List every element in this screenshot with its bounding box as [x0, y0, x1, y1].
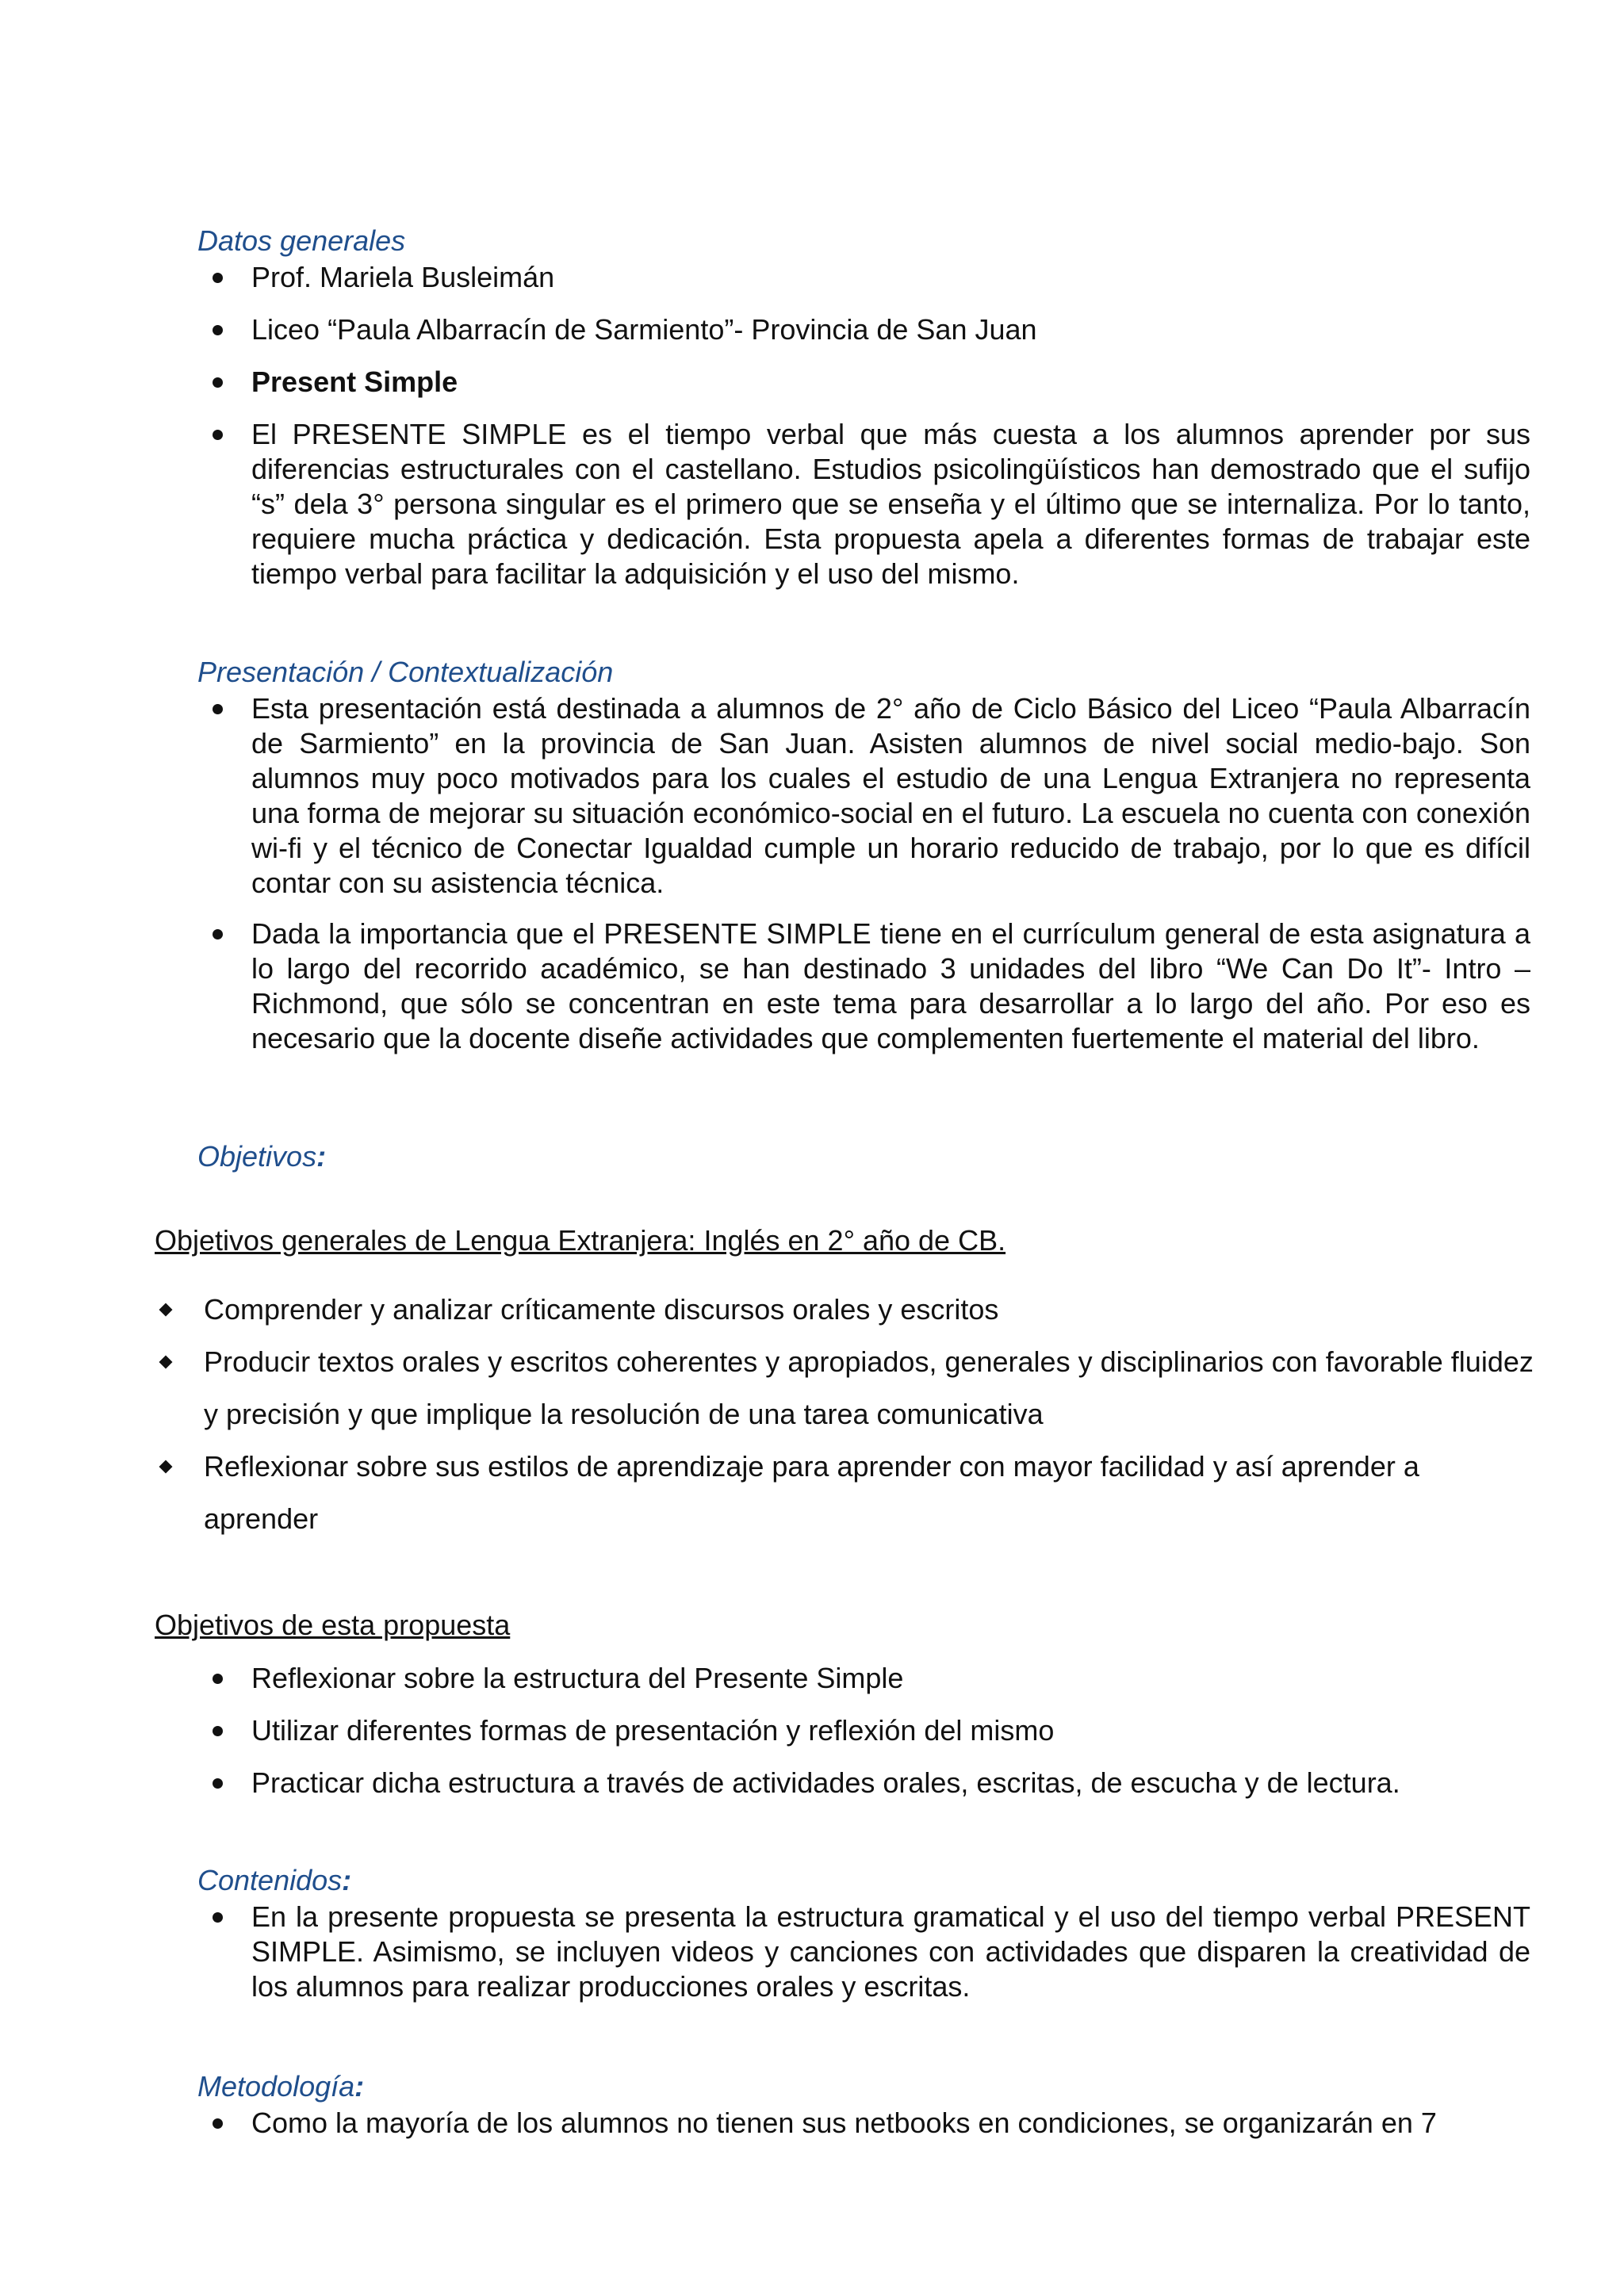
- list-item: Utilizar diferentes formas de presentación y reflexión del mismo: [208, 1713, 1530, 1748]
- list-item: Present Simple: [208, 365, 1530, 400]
- diamond-bullet-icon: [159, 1303, 173, 1317]
- list-item: Reflexionar sobre sus estilos de aprendizaje para aprender con mayor facilidad y así aprender a aprender: [155, 1441, 1534, 1545]
- metodologia-heading: Metodología:: [197, 2070, 365, 2103]
- diamond-bullet-icon: [159, 1460, 173, 1474]
- bullet-icon: [213, 1778, 223, 1789]
- bullet-icon: [213, 377, 223, 388]
- list-item: Como la mayoría de los alumnos no tienen sus netbooks en condiciones, se organizarán en 7: [208, 2106, 1530, 2141]
- objetivos-propuesta-title: Objetivos de esta propuesta: [155, 1609, 511, 1641]
- list-item: Producir textos orales y escritos coherentes y apropiados, generales y disciplinarios con favorable fluidez y precisión y que implique la resolución de una tarea comunicativa: [155, 1336, 1534, 1441]
- bullet-icon: [213, 2118, 223, 2129]
- bullet-icon: [213, 1912, 223, 1923]
- bullet-icon: [213, 1726, 223, 1736]
- objetivos-heading: Objetivos:: [197, 1140, 327, 1173]
- datos-list: [208, 260, 1530, 591]
- list-item: En la presente propuesta se presenta la estructura gramatical y el uso del tiempo verbal PRESENT SIMPLE. Asimismo, se incluyen videos y canciones con actividades que disparen la creatividad de los alumnos para realizar producciones orales y escritas.: [208, 1900, 1530, 2004]
- objetivos-generales-list: [155, 1284, 1534, 1545]
- bullet-icon: [213, 325, 223, 335]
- objetivos-generales-title: Objetivos generales de Lengua Extranjera: Inglés en 2° año de CB.: [155, 1224, 1006, 1257]
- datos-heading: Datos generales: [197, 224, 406, 257]
- bullet-icon: [213, 273, 223, 283]
- bullet-icon: [213, 1674, 223, 1684]
- contenidos-heading: Contenidos:: [197, 1864, 352, 1896]
- list-item: Comprender y analizar críticamente discursos orales y escritos: [155, 1284, 1534, 1336]
- list-item: Liceo “Paula Albarracín de Sarmiento”- Provincia de San Juan: [208, 312, 1530, 347]
- list-item: El PRESENTE SIMPLE es el tiempo verbal que más cuesta a los alumnos aprender por sus diferencias estructurales con el castellano. Estudios psicolingüísticos han demostrado que el sufijo “s” dela 3° persona singular es el primero que se enseña y el último que se internaliza. Por lo tanto, requiere mucha práctica y dedicación. Esta propuesta apela a diferentes formas de trabajar este tiempo verbal para facilitar la adquisición y el uso del mismo.: [208, 417, 1530, 591]
- bullet-icon: [213, 929, 223, 939]
- objetivos-propuesta-list: [208, 1661, 1530, 1800]
- presentacion-heading: Presentación / Contextualización: [197, 656, 614, 688]
- presentacion-list: [208, 691, 1530, 1056]
- list-item: Practicar dicha estructura a través de actividades orales, escritas, de escucha y de lectura.: [208, 1766, 1530, 1800]
- list-item: Dada la importancia que el PRESENTE SIMPLE tiene en el currículum general de esta asignatura a lo largo del recorrido académico, se han destinado 3 unidades del libro “We Can Do It”- Intro – Richmond, que sólo se concentran en este tema para desarrollar a lo largo del año. Por eso es necesario que la docente diseñe actividades que complementen fuertemente el material del libro.: [208, 916, 1530, 1056]
- diamond-bullet-icon: [159, 1356, 173, 1369]
- list-item: Reflexionar sobre la estructura del Presente Simple: [208, 1661, 1530, 1696]
- list-item: Esta presentación está destinada a alumnos de 2° año de Ciclo Básico del Liceo “Paula Albarracín de Sarmiento” en la provincia de San Juan. Asisten alumnos de nivel social medio-bajo. Son alumnos muy poco motivados para los cuales el estudio de una Lengua Extranjera no representa una forma de mejorar su situación económico-social en el futuro. La escuela no cuenta con conexión wi-fi y el técnico de Conectar Igualdad cumple un horario reducido de trabajo, por lo que es difícil contar con su asistencia técnica.: [208, 691, 1530, 901]
- bullet-icon: [213, 704, 223, 714]
- list-item: Prof. Mariela Busleimán: [208, 260, 1530, 295]
- contenidos-list: [208, 1900, 1530, 2004]
- bullet-icon: [213, 430, 223, 440]
- metodologia-list: [208, 2106, 1530, 2141]
